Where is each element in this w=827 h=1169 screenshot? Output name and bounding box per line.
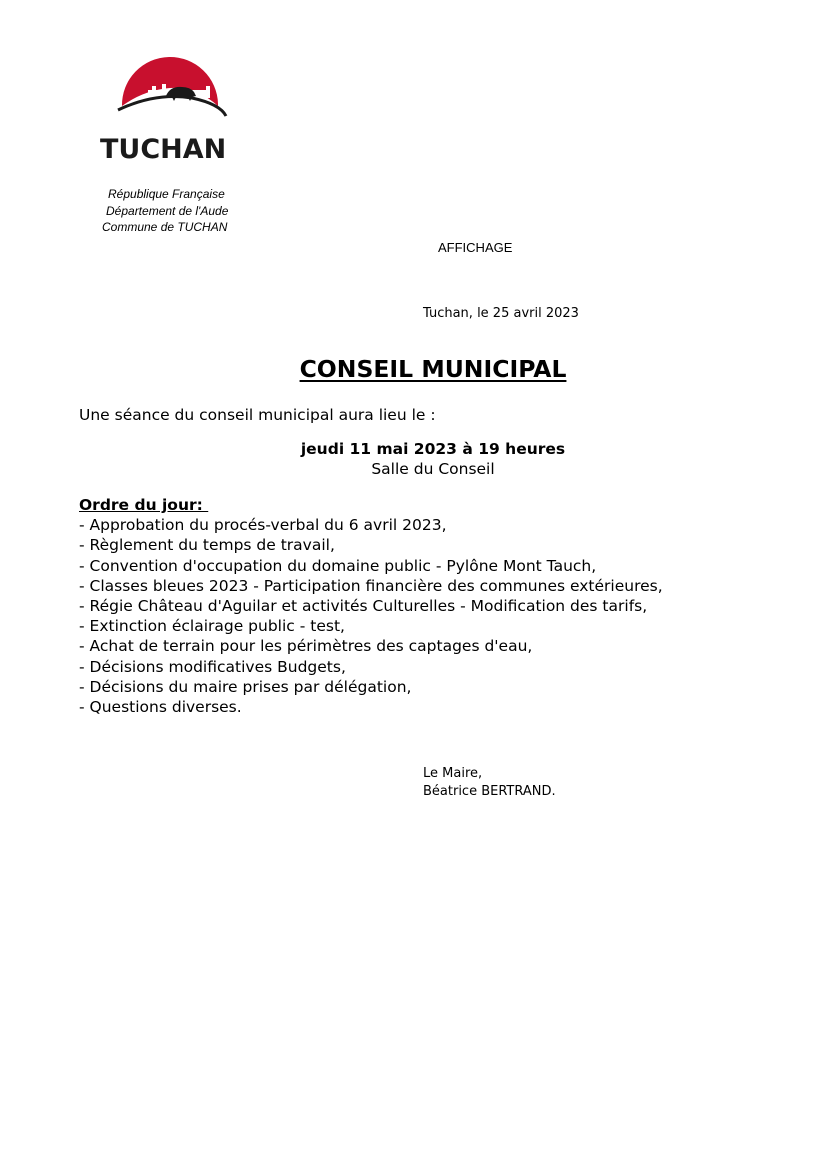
signature-name: Béatrice BERTRAND. — [423, 784, 556, 799]
agenda-item: - Approbation du procés-verbal du 6 avril 2023, — [79, 516, 447, 535]
signature-role: Le Maire, — [423, 766, 483, 781]
agenda-list — [79, 515, 663, 717]
date-line: Tuchan, le 25 avril 2023 — [423, 306, 579, 321]
agenda-item: - Convention d'occupation du domaine public - Pylône Mont Tauch, — [79, 556, 597, 575]
tuchan-logo-graphic — [96, 46, 246, 166]
signature-block — [423, 765, 556, 801]
agenda-item: - Classes bleues 2023 - Participation financière des communes extérieures, — [79, 576, 663, 595]
intro-text: Une séance du conseil municipal aura lieu le : — [79, 406, 436, 424]
meeting-location: Salle du Conseil — [371, 460, 495, 478]
page-title: CONSEIL MUNICIPAL — [299, 355, 567, 383]
meeting-date-time: jeudi 11 mai 2023 à 19 heures — [300, 440, 566, 458]
header-departement: Département de l'Aude — [106, 203, 229, 218]
agenda — [79, 495, 663, 717]
logo-text: TUCHAN — [100, 134, 227, 165]
agenda-item: - Décisions modificatives Budgets, — [79, 657, 346, 676]
agenda-item: - Règlement du temps de travail, — [79, 536, 335, 555]
agenda-item: - Décisions du maire prises par délégation, — [79, 677, 412, 696]
header-republique: République Française — [108, 187, 225, 201]
agenda-title: Ordre du jour: — [79, 496, 209, 514]
agenda-item: - Régie Château d'Aguilar et activités Culturelles - Modification des tarifs, — [79, 597, 648, 616]
affichage-label: AFFICHAGE — [438, 240, 513, 255]
agenda-item: - Questions diverses. — [79, 698, 242, 717]
meeting-details — [0, 439, 827, 479]
agenda-item: - Extinction éclairage public - test, — [79, 617, 345, 636]
administrative-header — [96, 186, 256, 236]
agenda-item: - Achat de terrain pour les périmètres des captages d'eau, — [79, 637, 533, 656]
tuchan-logo — [96, 46, 246, 166]
header-commune: Commune de TUCHAN — [102, 220, 228, 234]
